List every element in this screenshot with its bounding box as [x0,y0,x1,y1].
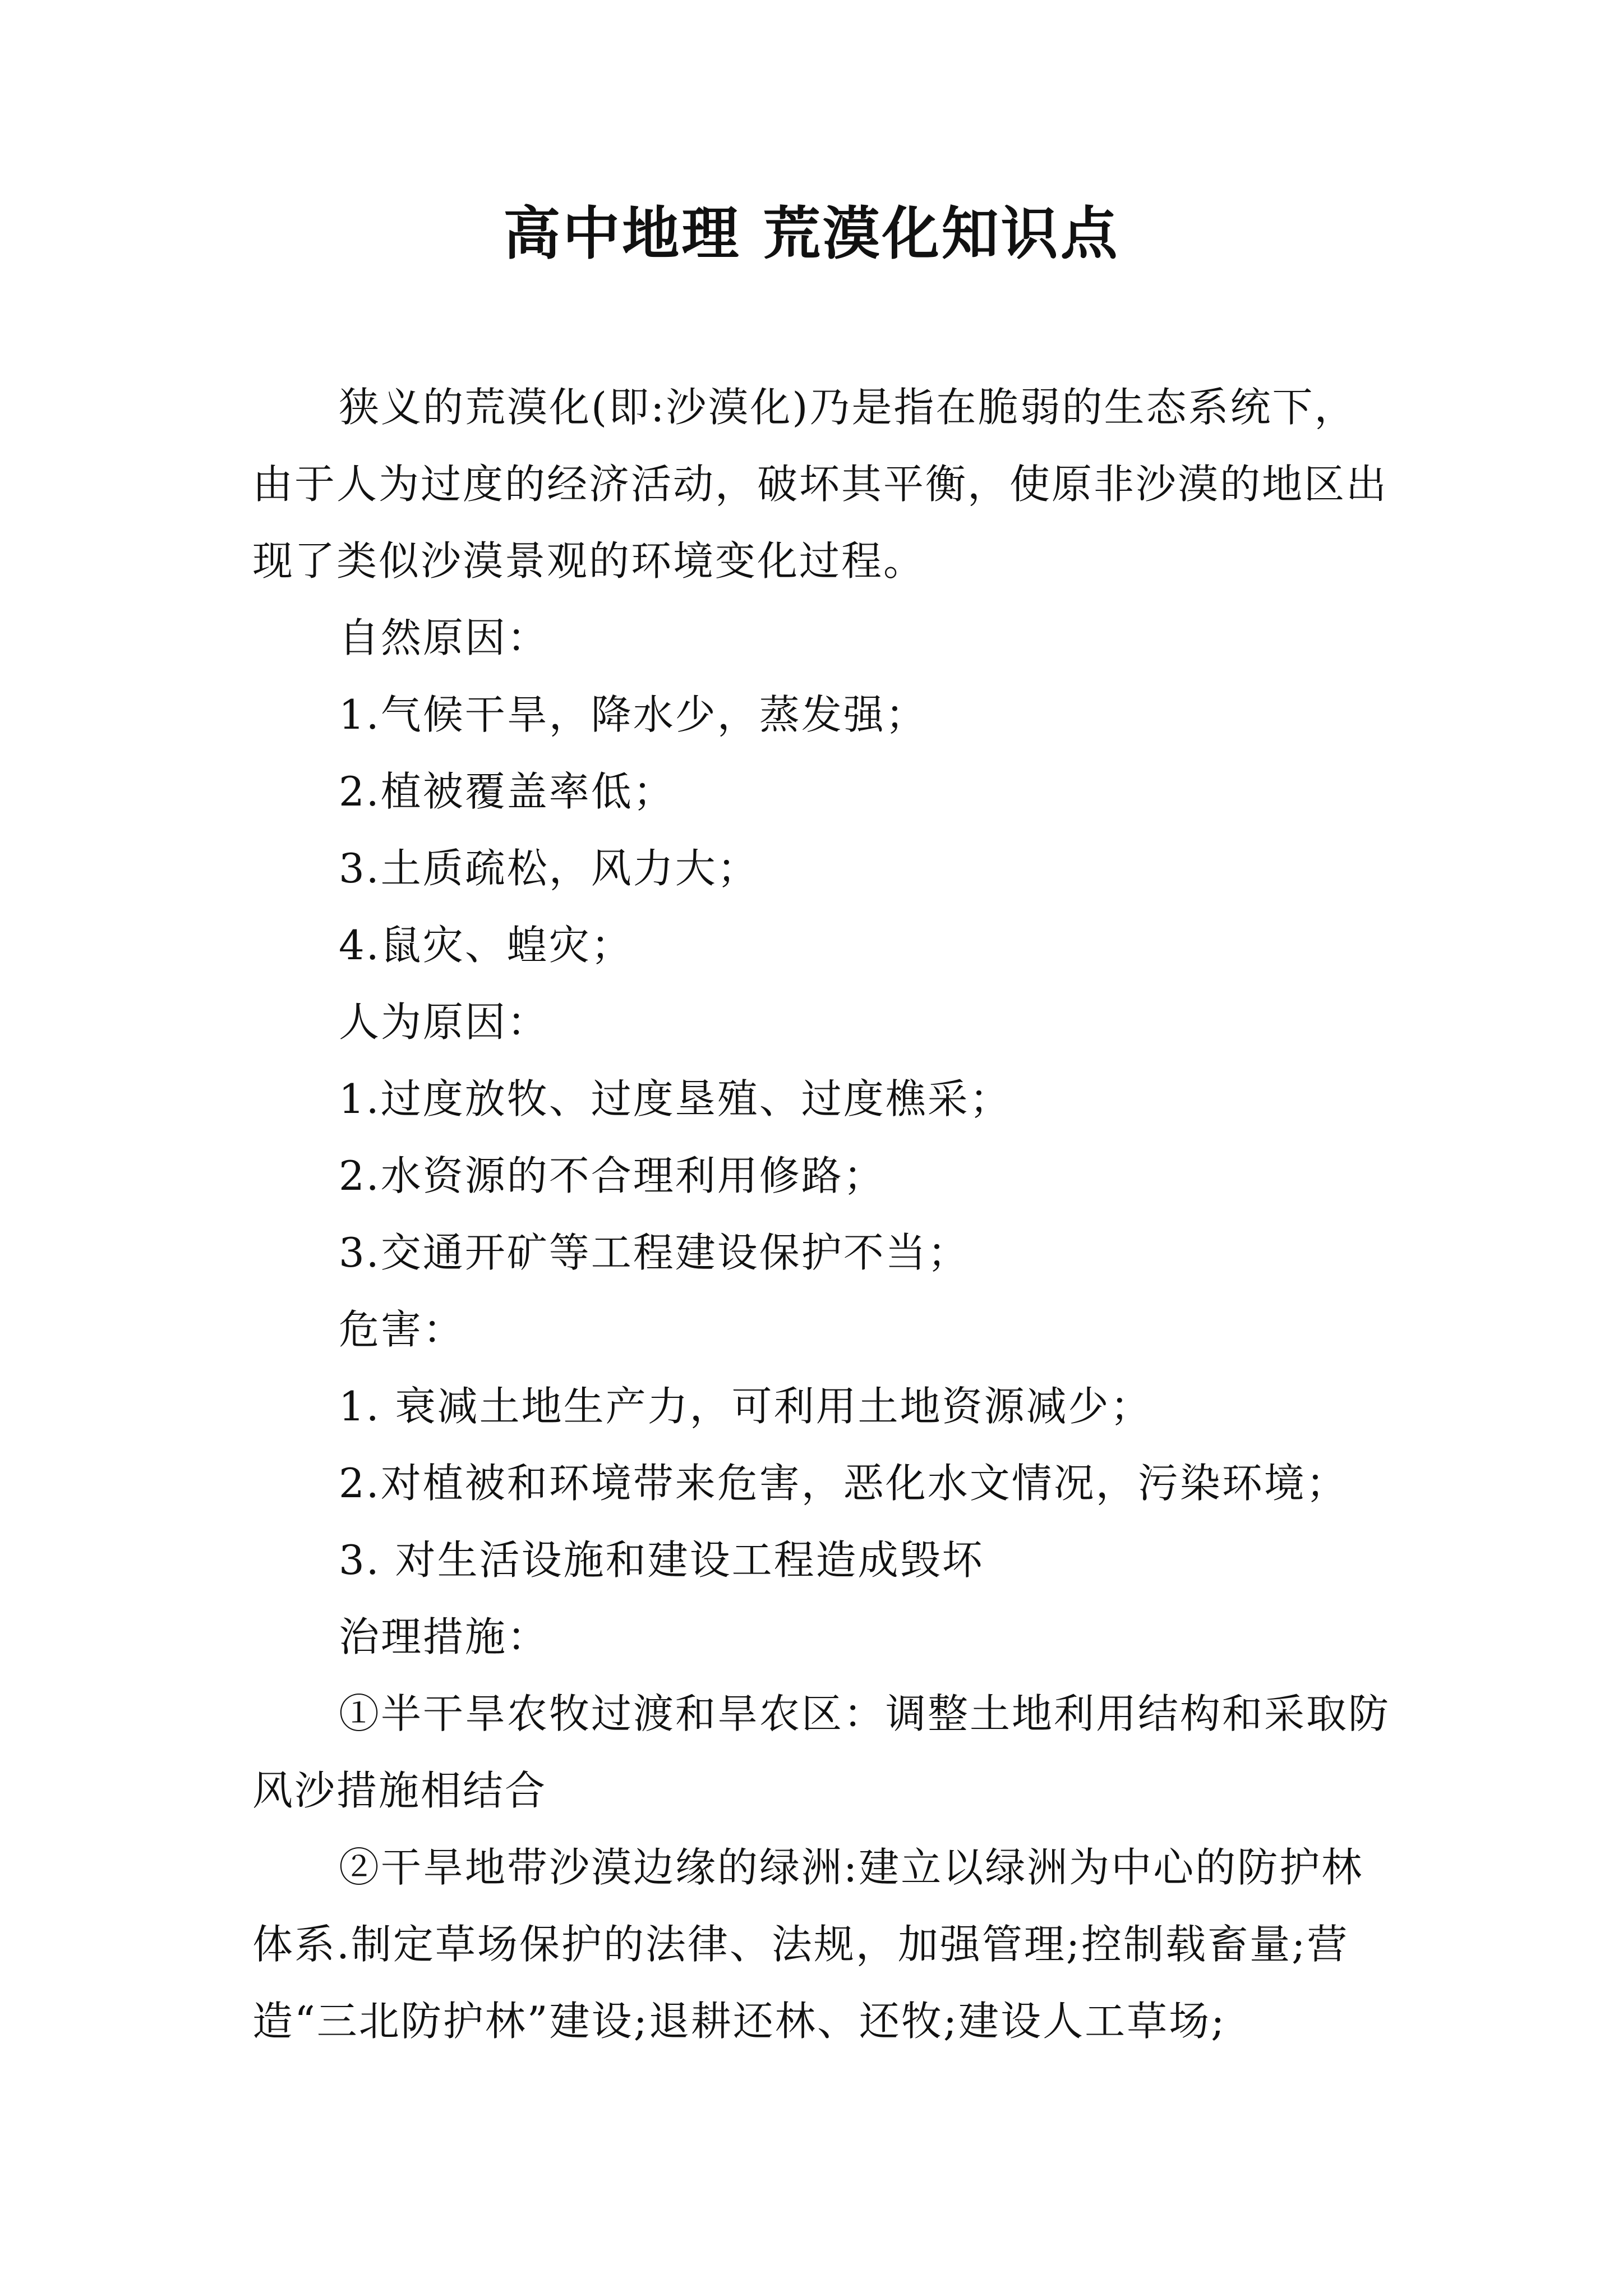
document-body [252,369,1391,2060]
natural-cause-item: 2.植被覆盖率低； [339,768,675,815]
harms-heading: 危害： [339,1306,465,1353]
human-cause-item: 3.交通开矿等工程建设保护不当； [339,1229,970,1276]
natural-causes-heading: 自然原因： [339,614,550,661]
measure-item: ①半干旱农牧过渡和旱农区：调整土地利用结构和采取防风沙措施相结合 [252,1690,1391,1814]
human-cause-item: 1.过度放牧、过度垦殖、过度樵采； [339,1075,1012,1122]
natural-cause-item: 3.土质疏松，风力大； [339,845,759,892]
harm-item: 1. 衰减土地生产力，可利用土地资源减少； [339,1383,1152,1430]
human-cause-item: 2.水资源的不合理利用修路； [339,1152,886,1199]
harm-item: 2.对植被和环境带来危害，恶化水文情况，污染环境； [339,1460,1348,1507]
natural-cause-item: 1.气候干旱，降水少，蒸发强； [339,691,928,738]
intro-paragraph: 狭义的荒漠化(即:沙漠化)乃是指在脆弱的生态系统下，由于人为过度的经济活动，破坏其平衡，使原非沙漠的地区出现了类似沙漠景观的环境变化过程。 [252,384,1389,585]
natural-cause-item: 4.鼠灾、蝗灾； [339,922,633,969]
harm-item: 3. 对生活设施和建设工程造成毁坏 [339,1536,984,1584]
measure-item: ②干旱地带沙漠边缘的绿洲:建立以绿洲为中心的防护林体系.制定草场保护的法律、法规，加强管理;控制载畜量;营造“三北防护林”建设;退耕还林、还牧;建设人工草场; [252,1844,1364,2045]
document-title: 高中地理 荒漠化知识点 [503,200,1120,268]
human-causes-heading: 人为原因： [339,999,550,1046]
measures-heading: 治理措施： [339,1613,550,1660]
